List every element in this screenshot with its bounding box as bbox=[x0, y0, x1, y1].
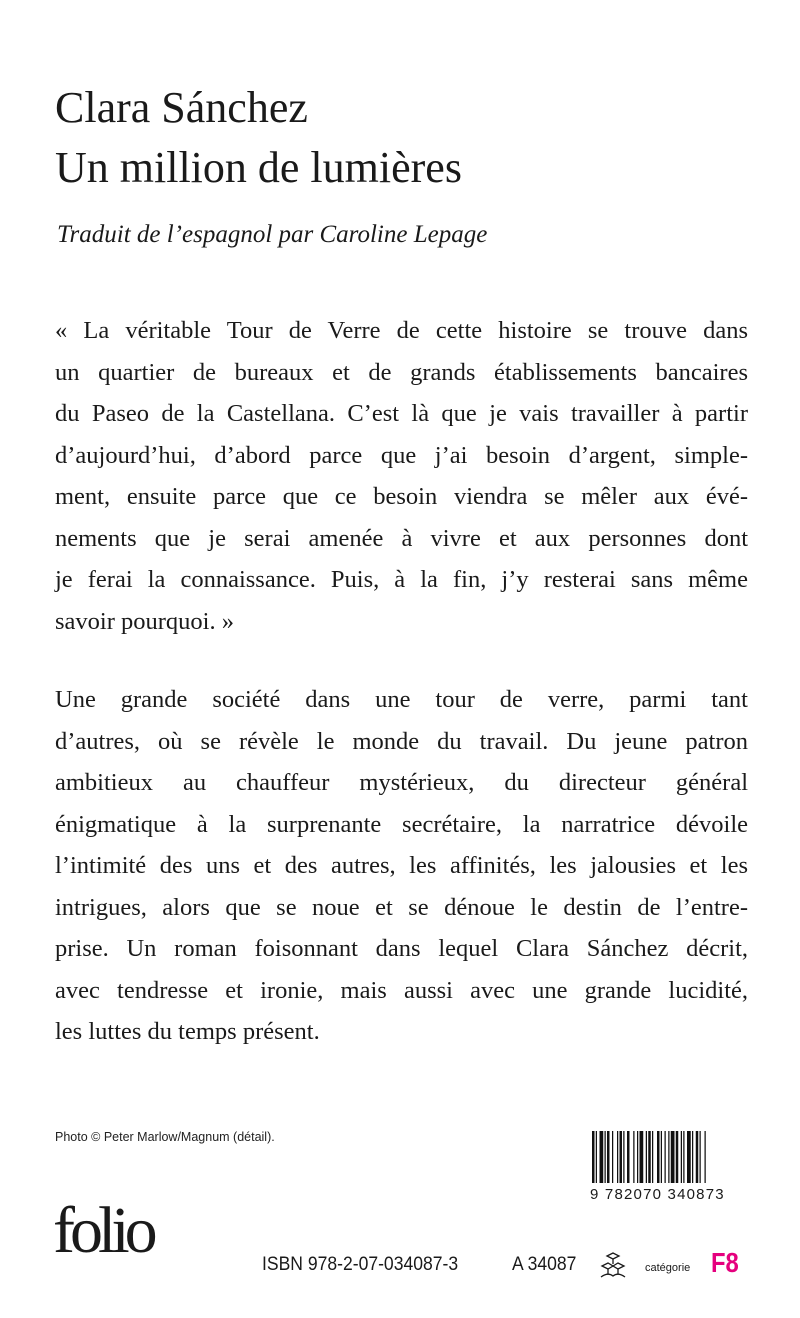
summary-line: avec tendresse et ironie, mais aussi avec une grande lucidité, bbox=[55, 976, 748, 1004]
category-value: F8 bbox=[711, 1247, 739, 1278]
quote-line: je ferai la connaissance. Puis, à la fin, j’y resterai sans même bbox=[55, 566, 748, 593]
folio-logo: folio bbox=[53, 1194, 153, 1267]
catalog-code: A 34087 bbox=[512, 1253, 577, 1275]
quote-line: d’aujourd’hui, d’abord parce que j’ai besoin d’argent, simple- bbox=[55, 441, 748, 469]
barcode bbox=[590, 1131, 750, 1191]
category-label: catégorie bbox=[645, 1262, 691, 1274]
barcode-digits: 9 782070 340873 bbox=[590, 1186, 725, 1203]
summary-line: intrigues, alors que se noue et se dénoue le destin de l’entre- bbox=[55, 893, 748, 921]
summary-line: prise. Un roman foisonnant dans lequel Clara Sánchez décrit, bbox=[55, 935, 748, 962]
gallimard-logo-icon bbox=[598, 1252, 628, 1280]
quote-line: savoir pourquoi. » bbox=[55, 607, 234, 635]
book-title: Un million de lumières bbox=[55, 143, 462, 192]
excerpt-quote bbox=[55, 310, 748, 642]
book-summary bbox=[55, 679, 748, 1053]
quote-line: « La véritable Tour de Verre de cette histoire se trouve dans bbox=[55, 317, 748, 344]
summary-line: Une grande société dans une tour de verre, parmi tant bbox=[55, 686, 748, 713]
summary-line: d’autres, où se révèle le monde du travail. Du jeune patron bbox=[55, 727, 748, 755]
photo-credit: Photo © Peter Marlow/Magnum (détail). bbox=[55, 1130, 275, 1144]
isbn: ISBN 978-2-07-034087-3 bbox=[262, 1253, 459, 1275]
summary-line: énigmatique à la surprenante secrétaire, la narratrice dévoile bbox=[55, 810, 748, 838]
quote-line: un quartier de bureaux et de grands établissements bancaires bbox=[55, 358, 748, 386]
quote-line: du Paseo de la Castellana. C’est là que je vais travailler à partir bbox=[55, 400, 748, 427]
book-author: Clara Sánchez bbox=[55, 83, 308, 132]
summary-line: les luttes du temps présent. bbox=[55, 1018, 320, 1045]
translator-credit: Traduit de l’espagnol par Caroline Lepage bbox=[57, 221, 488, 248]
quote-line: ment, ensuite parce que ce besoin viendra se mêler aux évé- bbox=[55, 483, 748, 510]
summary-line: ambitieux au chauffeur mystérieux, du directeur général bbox=[55, 769, 748, 796]
summary-line: l’intimité des uns et des autres, les affinités, les jalousies et les bbox=[55, 852, 748, 879]
quote-line: nements que je serai amenée à vivre et aux personnes dont bbox=[55, 524, 748, 552]
